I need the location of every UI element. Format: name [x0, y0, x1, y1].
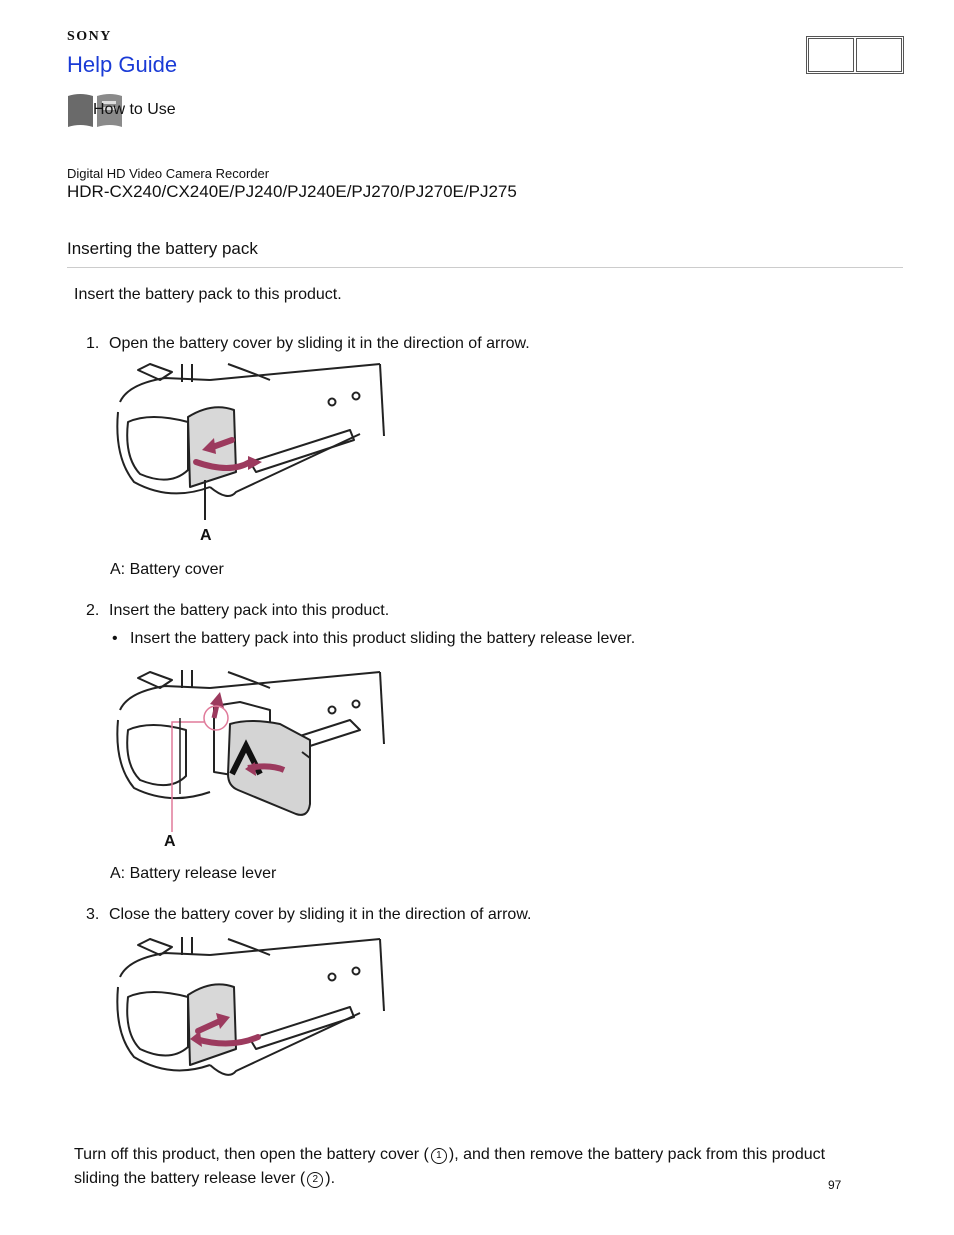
step-2-caption: A: Battery release lever [110, 865, 277, 882]
page-number: 97 [828, 1178, 842, 1192]
figure-label-a: A [200, 527, 212, 544]
section-label: How to Use [93, 101, 176, 118]
step-text: Close the battery cover by sliding it in the direction of arrow. [109, 906, 532, 923]
prev-page-button[interactable] [808, 38, 854, 72]
model-numbers: HDR-CX240/CX240E/PJ240/PJ240E/PJ270/PJ270E/PJ275 [67, 182, 517, 201]
step-1-caption: A: Battery cover [110, 561, 224, 578]
removal-text-1: Turn off this product, then open the battery cover ( [74, 1146, 429, 1163]
battery-cover-close-illustration [110, 935, 390, 1085]
removal-text-2: ), and then remove the battery pack from this product sliding the battery release lever ( [74, 1146, 826, 1187]
step-3 [86, 906, 531, 924]
battery-cover-open-illustration [110, 362, 390, 547]
step-1 [86, 335, 530, 353]
removal-instructions [74, 1143, 874, 1191]
battery-insert-illustration [110, 666, 390, 851]
bullet-text: Insert the battery pack into this product sliding the battery release lever. [130, 630, 636, 647]
page-title: Inserting the battery pack [67, 239, 258, 258]
bullet-dot: • [112, 630, 118, 647]
step-number: 1. [86, 335, 100, 352]
step-text: Open the battery cover by sliding it in the direction of arrow. [109, 335, 530, 352]
page-nav-buttons [806, 36, 904, 74]
title-divider [67, 267, 903, 268]
sony-logo: SONY [67, 29, 112, 44]
step-text: Insert the battery pack into this product. [109, 602, 390, 619]
product-type: Digital HD Video Camera Recorder [67, 166, 270, 181]
step-2-bullet [112, 630, 635, 648]
circled-2-icon: 2 [307, 1172, 323, 1188]
intro-text: Insert the battery pack to this product. [74, 286, 342, 303]
removal-text-3: ). [325, 1170, 336, 1187]
step-2 [86, 602, 389, 620]
figure-label-a: A [164, 833, 176, 850]
help-guide-link[interactable]: Help Guide [67, 52, 178, 77]
step-number: 3. [86, 906, 100, 923]
next-page-button[interactable] [856, 38, 902, 72]
circled-1-icon: 1 [431, 1148, 447, 1164]
step-number: 2. [86, 602, 100, 619]
